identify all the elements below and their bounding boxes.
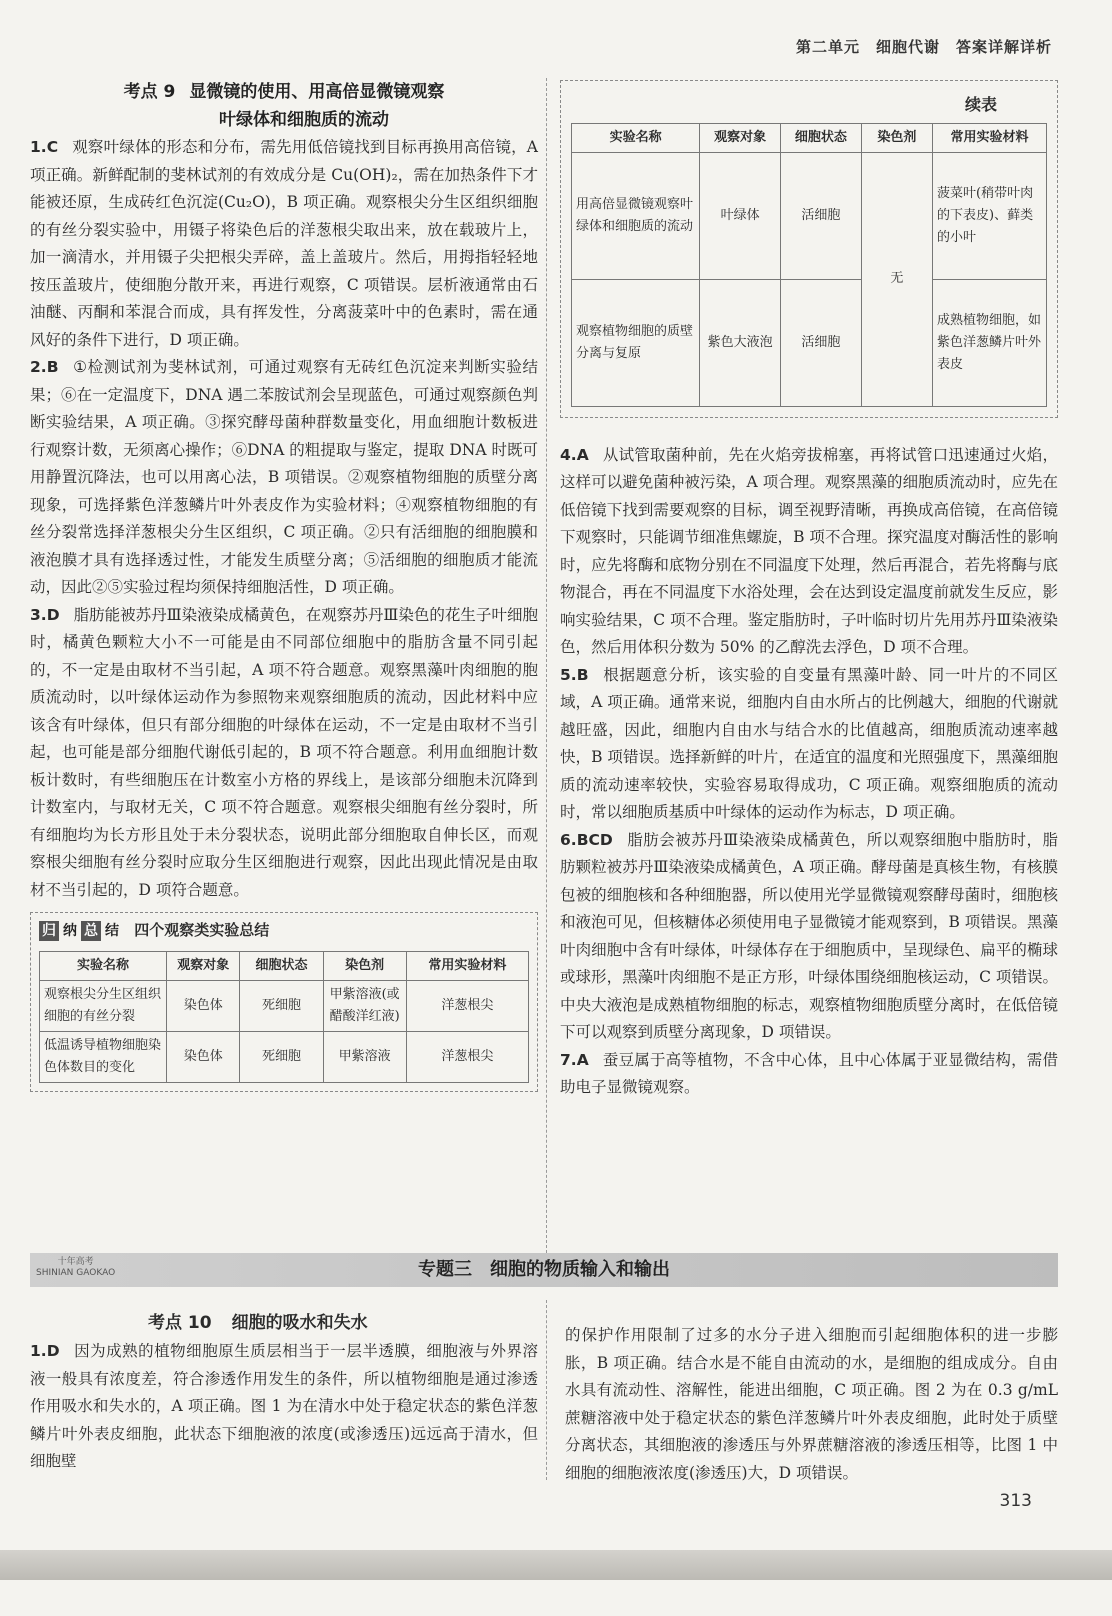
table-cell: 甲紫溶液(或醋酸洋红液) [323, 980, 406, 1031]
kd10-title [148, 1308, 538, 1338]
answer-letter: B [46, 358, 59, 376]
kd9-title [30, 78, 538, 106]
summary-box [30, 912, 538, 1092]
kd10-question-1-continued: 的保护作用限制了过多的水分子进入细胞而引起细胞体积的进一步膨胀，B 项正确。结合水是不能自由流动的水，是细胞的组成成分。自由水具有流动性、溶解性，能进出细胞，C 项正确。图 2 为在 0.3 g/mL 蔗糖溶液中处于稳定状态的紫色洋葱鳞片叶外表皮细胞，此时处于质壁分离状态，其细胞液的渗透压与外界蔗糖溶液的渗透压相等，比图 1 中细胞的细胞液浓度(渗透压)大，D 项错误。 [565, 1326, 1058, 1482]
question-1 [30, 134, 538, 354]
question-4 [560, 442, 1058, 662]
question-explanation: 从试管取菌种前，先在火焰旁拔棉塞，再将试管口迅速通过火焰，这样可以避免菌种被污染，A 项合理。观察黑藻的细胞质流动时，应先在低倍镜下找到需要观察的目标，调至视野清晰，再换成高倍镜，在高倍镜下观察时，只能调节细准焦螺旋，B 项不合理。探究温度对酶活性的影响时，应先将酶和底物分别在不同温度下处理，然后再混合，若先将酶与底物混合，再在不同温度下水浴处理，会在达到设定温度前就发生反应，影响实验结果，C 项不合理。鉴定脂肪时，子叶临时切片先用苏丹Ⅲ染液染色，然后用体积分数为 50% 的乙醇洗去浮色，D 项不合理。 [560, 445, 1058, 656]
table-cell: 观察根尖分生区组织细胞的有丝分裂 [40, 980, 167, 1031]
kd10-title-text: 细胞的吸水和失水 [231, 1313, 368, 1333]
table-header: 细胞状态 [240, 951, 323, 980]
table-header: 观察对象 [167, 951, 240, 980]
table-cell: 紫色大液泡 [700, 279, 781, 406]
kd10-left-column [30, 1308, 538, 1476]
table-cell: 用高倍显微镜观察叶绿体和细胞质的流动 [572, 152, 700, 279]
table-cell: 成熟植物细胞，如紫色洋葱鳞片叶外表皮 [933, 279, 1047, 406]
table-cell: 染色体 [167, 980, 240, 1031]
column-divider-bottom [546, 1300, 547, 1480]
table-header: 实验名称 [572, 123, 700, 152]
table-cell: 无 [861, 152, 932, 406]
summary-tag-char: 归 [39, 921, 59, 941]
table-cell: 染色体 [167, 1031, 240, 1082]
table-header: 常用实验材料 [933, 123, 1047, 152]
table-header: 染色剂 [861, 123, 932, 152]
question-number: 1. [30, 1342, 47, 1360]
kd9-title-line2: 叶绿体和细胞质的流动 [219, 110, 389, 130]
question-number: 1. [30, 138, 47, 156]
table-cell: 洋葱根尖 [406, 1031, 528, 1082]
bottom-bar [0, 1550, 1112, 1580]
table-header: 染色剂 [323, 951, 406, 980]
table-header: 细胞状态 [781, 123, 862, 152]
summary-tag-char: 总 [81, 921, 101, 941]
answer-letter: A [576, 1050, 589, 1069]
table-row [572, 279, 1047, 406]
continued-table-box [560, 80, 1058, 418]
summary-tag-char: 纳 [63, 923, 77, 939]
section-banner [30, 1253, 1058, 1287]
question-explanation: 蚕豆属于高等植物，不含中心体，且中心体属于亚显微结构，需借助电子显微镜观察。 [560, 1050, 1058, 1096]
question-7 [560, 1047, 1058, 1102]
kd10-label: 考点 10 [148, 1313, 212, 1333]
summary-table [39, 951, 529, 1083]
table-header: 常用实验材料 [406, 951, 528, 980]
table-row [40, 980, 529, 1031]
decade-tag-cn: 十年高考 [57, 1257, 94, 1267]
table-cell: 甲紫溶液 [323, 1031, 406, 1082]
decade-tag [36, 1257, 115, 1279]
question-explanation: ①检测试剂为斐林试剂，可通过观察有无砖红色沉淀来判断实验结果；⑥在一定温度下，DNA 遇二苯胺试剂会呈现蓝色，可通过观察颜色判断实验结果，A 项正确。③探究酵母菌种群数量变化，用血细胞计数板进行观察计数，无须离心操作；⑥DNA 的粗提取与鉴定，提取 DNA 时既可用静置沉降法，也可以用离心法，B 项错误。②观察植物细胞的质壁分离现象，可选择紫色洋葱鳞片叶外表皮作为实验材料；④观察植物细胞的有丝分裂常选择洋葱根尖分生区组织，C 项正确。②只有活细胞的细胞膜和液泡膜才具有选择透过性，才能发生质壁分离；⑤活细胞的细胞质才能流动，因此②⑤实验过程均须保持细胞活性，D 项正确。 [30, 358, 538, 596]
question-5 [560, 662, 1058, 827]
table-cell: 活细胞 [781, 279, 862, 406]
column-divider [546, 78, 547, 1253]
question-explanation: 因为成熟的植物细胞原生质层相当于一层半透膜，细胞液与外界溶液一般具有浓度差，符合渗透作用发生的条件，所以植物细胞是通过渗透作用吸水和失水的，A 项正确。图 1 为在清水中处于稳定状态的紫色洋葱鳞片叶外表皮细胞，此状态下细胞液的浓度(或渗透压)远远高于清水，但细胞壁 [30, 1342, 538, 1470]
running-header: 第二单元 细胞代谢 答案详解详析 [795, 38, 1052, 56]
table-cell: 低温诱导植物细胞染色体数目的变化 [40, 1031, 167, 1082]
decade-tag-pinyin: SHINIAN GAOKAO [36, 1268, 116, 1278]
question-2 [30, 354, 538, 602]
summary-tag-char: 结 [105, 923, 119, 939]
summary-heading [39, 917, 529, 945]
kd10-question-1 [30, 1338, 538, 1476]
table-cell: 菠菜叶(稍带叶肉的下表皮)、藓类的小叶 [933, 152, 1047, 279]
table-header-row [572, 123, 1047, 152]
kd9-title-line1: 显微镜的使用、用高倍显微镜观察 [189, 82, 445, 102]
question-number: 7. [560, 1050, 577, 1069]
answer-letter: D [46, 1342, 60, 1360]
answer-letter: BCD [576, 830, 613, 849]
question-number: 4. [560, 445, 577, 464]
question-explanation: 脂肪能被苏丹Ⅲ染液染成橘黄色，在观察苏丹Ⅲ染色的花生子叶细胞时，橘黄色颗粒大小不一可能是由不同部位细胞中的脂肪含量不同引起的，不一定是由取材不当引起，A 项不符合题意。观察黑藻叶肉细胞的胞质流动时，以叶绿体运动作为参照物来观察细胞质的流动，因此材料中应该含有叶绿体，但只有部分细胞的叶绿体在运动，不一定是由取材不当引起，也可能是部分细胞代谢低引起的，B 项不符合题意。利用血细胞计数板计数时，有些细胞压在计数室小方格的界线上，是该部分细胞未沉降到计数室内，与取材无关，C 项不符合题意。观察根尖细胞有丝分裂时，所有细胞均为长方形且处于未分裂状态，说明此部分细胞取自伸长区，而观察根尖细胞有丝分裂时应取分生区细胞进行观察，因此出现此情况是由取材不当引起的，D 项符合题意。 [30, 605, 538, 899]
table-cell: 洋葱根尖 [406, 980, 528, 1031]
table-cell: 死细胞 [240, 980, 323, 1031]
answer-letter: C [46, 138, 59, 156]
table-header: 观察对象 [700, 123, 781, 152]
question-number: 5. [560, 665, 577, 684]
table-row [40, 1031, 529, 1082]
answer-letter: B [576, 665, 589, 684]
table-cell: 叶绿体 [700, 152, 781, 279]
question-number: 6. [560, 830, 577, 849]
question-6 [560, 827, 1058, 1047]
answer-letter: A [576, 445, 589, 464]
question-number: 2. [30, 358, 47, 376]
question-explanation: 观察叶绿体的形态和分布，需先用低倍镜找到目标再换用高倍镜，A 项正确。新鲜配制的斐林试剂的有效成分是 Cu(OH)₂，需在加热条件下才能被还原，生成砖红色沉淀(Cu₂O)，B 项正确。观察根尖分生区组织细胞的有丝分裂实验中，用镊子将染色后的洋葱根尖取出来，放在载玻片上，加一滴清水，并用镊子尖把根尖弄碎，盖上盖玻片。然后，用拇指轻轻地按压盖玻片，使细胞分散开来，再进行观察，C 项错误。层析液通常由石油醚、丙酮和苯混合而成，具有挥发性，分离菠菜叶中的色素时，需在通风好的条件下进行，D 项正确。 [30, 138, 538, 349]
question-3 [30, 602, 538, 905]
right-column [560, 80, 1058, 1102]
table-header-row [40, 951, 529, 980]
answer-letter: D [46, 605, 60, 624]
continued-table [571, 123, 1047, 407]
summary-title: 四个观察类实验总结 [134, 921, 270, 939]
page-number: 313 [999, 1491, 1032, 1511]
kd10-right-column [565, 1322, 1058, 1487]
table-cell: 活细胞 [781, 152, 862, 279]
continued-title: 续表 [964, 95, 997, 114]
question-number: 3. [30, 605, 47, 624]
question-explanation: 脂肪会被苏丹Ⅲ染液染成橘黄色，所以观察细胞中脂肪时，脂肪颗粒被苏丹Ⅲ染液染成橘黄色，A 项正确。酵母菌是真核生物，有核膜包被的细胞核和各种细胞器，所以使用光学显微镜观察酵母菌时，细胞核和液泡可见，但核糖体必须使用电子显微镜才能观察到，B 项错误。黑藻叶肉细胞中含有叶绿体，叶绿体存在于细胞质中，呈现绿色、扁平的椭球或球形，黑藻叶肉细胞不是正方形，叶绿体围绕细胞核运动，C 项错误。中央大液泡是成熟植物细胞的标志，观察植物细胞质壁分离时，在低倍镜下可以观察到质壁分离现象，D 项错误。 [560, 830, 1058, 1041]
kd9-label: 考点 9 [123, 82, 176, 102]
table-header: 实验名称 [40, 951, 167, 980]
left-column [30, 78, 538, 1092]
question-explanation: 根据题意分析，该实验的自变量有黑藻叶龄、同一叶片的不同区域，A 项正确。通常来说，细胞内自由水所占的比例越大，细胞的代谢就越旺盛，因此，细胞内自由水与结合水的比值越高，细胞质流动速率越快，B 项错误。选择新鲜的叶片，在适宜的温度和光照强度下，黑藻细胞质的流动速率较快，实验容易取得成功，C 项正确。观察细胞质的流动时，常以细胞质基质中叶绿体的运动作为标志，D 项正确。 [560, 665, 1058, 821]
section-title: 专题三 细胞的物质输入和输出 [418, 1259, 670, 1280]
table-cell: 死细胞 [240, 1031, 323, 1082]
table-row [572, 152, 1047, 279]
table-cell: 观察植物细胞的质壁分离与复原 [572, 279, 700, 406]
